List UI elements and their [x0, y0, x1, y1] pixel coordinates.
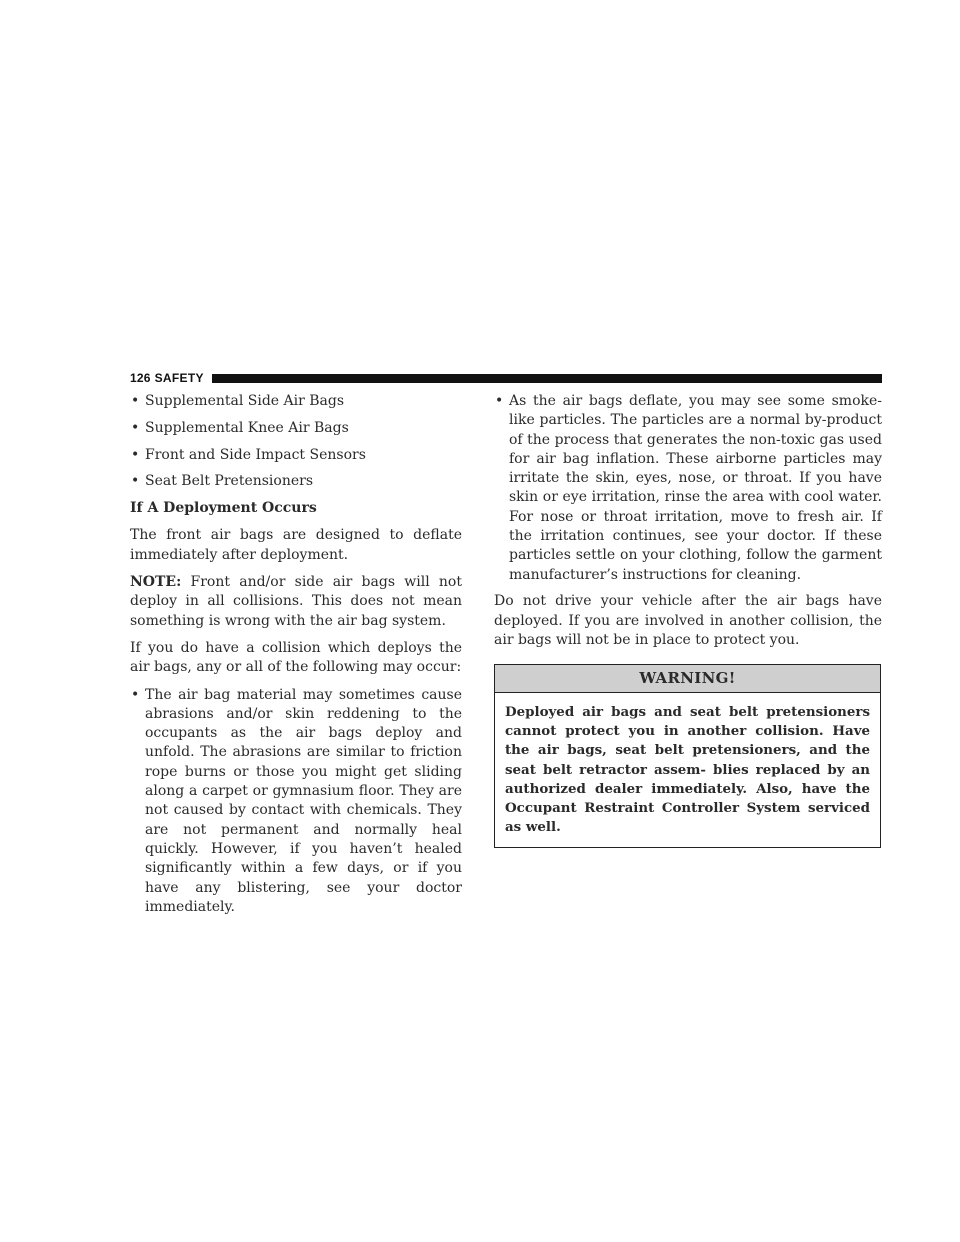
paragraph-deflate: The front air bags are designed to deflate immediately after deployment.: [130, 527, 462, 563]
bullet-icon: •: [131, 686, 140, 703]
left-column: [130, 392, 462, 925]
paragraph-collision: If you do have a collision which deploys the air bags, any or all of the following may occur:: [130, 639, 462, 676]
section-heading: If A Deployment Occurs: [130, 500, 317, 517]
bullet-icon: •: [131, 419, 140, 436]
list-item: • As the air bags deflate, you may see some smoke-like particles. The particles are a normal by-product of the process that generates the non-toxic gas used for air bag inflation. These airborne particles may irritate the skin, eyes, nose, or throat. If you have skin or eye irritation, rinse the area with cool water. For nose or throat irritation, move to fresh air. If the irritation continues, see your doctor. If these particles settle on your clothing, follow the garment manufacturer’s instructions for cleaning.: [494, 392, 882, 585]
bullet-icon: •: [131, 473, 140, 490]
list-item: • The air bag material may sometimes cause abrasions and/or skin reddening to the occupants as the air bags deploy and unfold. The abrasions are similar to friction rope burns or those you might get sliding along a carpet or gymnasium floor. They are not caused by contact with chemicals. They are not permanent and normally heal quickly. However, if you haven’t healed significantly within a few days, or if you have any blistering, see your doctor immediately.: [130, 686, 462, 918]
page-number: 126: [130, 371, 151, 385]
warning-text: Deployed air bags and seat belt pretensioners cannot protect you in another collision. Have the air bags, seat belt pretensioners, and the seat belt retractor assem- blies replaced by an authorized dealer immediately. Also, have the Occupant Restraint Controller System serviced as well.: [505, 703, 870, 836]
list-item: • Supplemental Side Air Bags: [130, 392, 462, 411]
bullet-icon: •: [495, 393, 504, 409]
note-paragraph: [130, 573, 462, 631]
warning-title: WARNING!: [495, 665, 880, 692]
note-label: NOTE:: [130, 574, 182, 591]
note-text: Front and/or side air bags will not deploy in all collisions. This does not mean something is wrong with the air bag system.: [130, 574, 462, 629]
list-item: • Supplemental Knee Air Bags: [130, 419, 462, 438]
list-item: • Front and Side Impact Sensors: [130, 446, 462, 465]
list-item: • Seat Belt Pretensioners: [130, 472, 462, 491]
page-header: [130, 371, 882, 385]
bullet-icon: •: [131, 393, 140, 409]
paragraph-do-not-drive: Do not drive your vehicle after the air bags have deployed. If you are involved in another collision, the air bags will not be in place to protect you.: [494, 593, 882, 649]
section-title: SAFETY: [154, 371, 204, 385]
warning-box: [494, 664, 881, 847]
right-column: [494, 392, 882, 848]
bullet-icon: •: [131, 446, 140, 463]
header-rule: [212, 374, 882, 383]
